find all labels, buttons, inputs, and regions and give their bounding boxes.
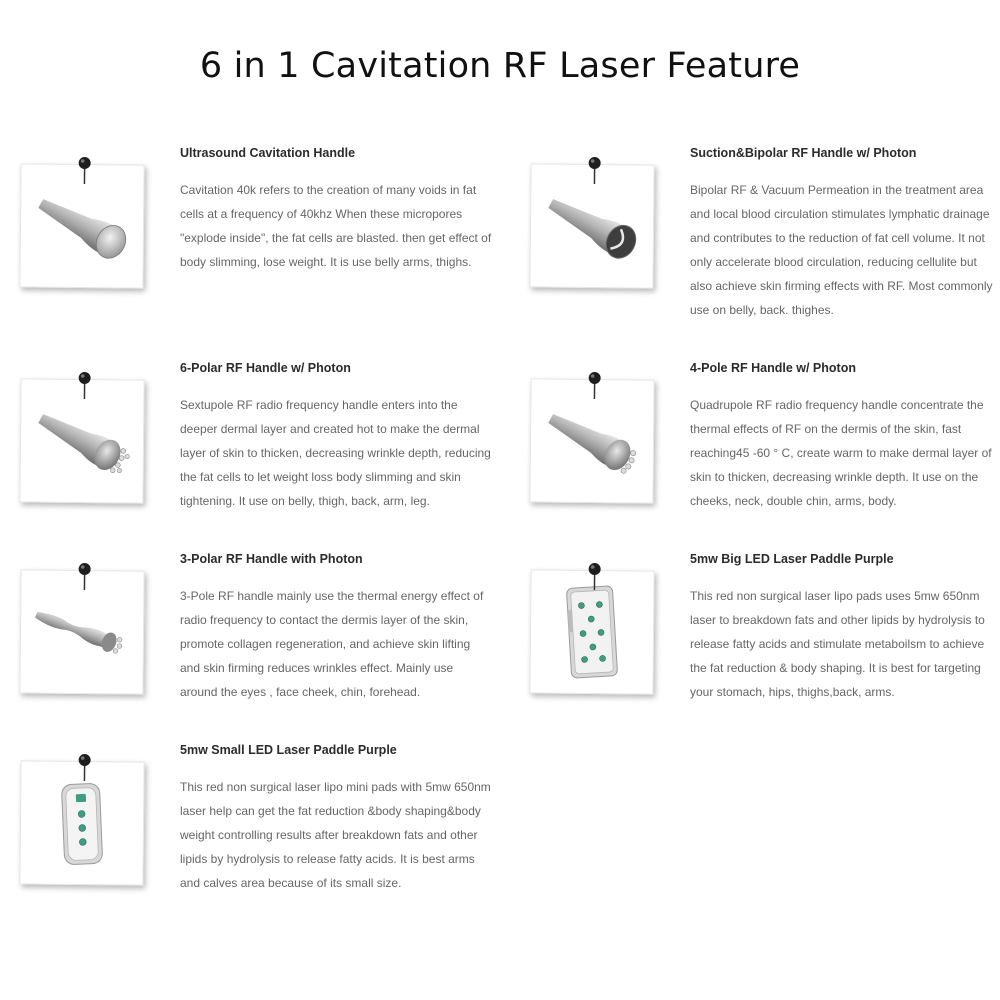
pushpin-icon	[73, 752, 95, 782]
pushpin-icon	[583, 155, 605, 185]
photo-frame	[529, 378, 654, 503]
feature-title: 3-Polar RF Handle with Photon	[180, 552, 363, 566]
feature-title: Suction&Bipolar RF Handle w/ Photon	[690, 146, 917, 160]
feature-title: 6-Polar RF Handle w/ Photon	[180, 361, 351, 375]
pushpin-icon	[73, 561, 95, 591]
small-led-laser-paddle-icon	[28, 769, 135, 876]
photo-frame	[529, 569, 654, 694]
feature-big-led-paddle	[530, 552, 1000, 732]
bipolar-rf-handle-icon	[538, 172, 645, 279]
feature-small-led-paddle	[20, 743, 500, 923]
pushpin-icon	[583, 370, 605, 400]
feature-description: Bipolar RF & Vacuum Permeation in the treatment area and local blood circulation stimulates lymphatic drainage and contributes to the reduction of fat cell volume. It not only accelerate blood circulation, reducing cellulite but also achieve skin firming effects with RF. Most commonly use on belly, back. thighes.	[690, 183, 993, 317]
feature-six-polar-rf	[20, 361, 500, 541]
feature-description: Quadrupole RF radio frequency handle concentrate the thermal effects of RF on the dermis of the skin, fast reaching45 -60 ° C, create warm to make dermal layer of skin to thicken, decreasing wrinkle depth. It use on the cheeks, neck, double chin, arms, body.	[690, 398, 992, 508]
feature-four-pole-rf	[530, 361, 1000, 541]
photo-frame	[19, 760, 144, 885]
feature-title: 5mw Big LED Laser Paddle Purple	[690, 552, 894, 566]
feature-title: Ultrasound Cavitation Handle	[180, 146, 356, 160]
photo-frame	[19, 378, 144, 503]
feature-description: This red non surgical laser lipo pads uses 5mw 650nm laser to breakdown fats and other lipids by hydrolysis to release fatty acids and stimulate metaboilsm to achieve the fat reduction & body shaping. It is best for targeting your stomach, hips, thighs,back, arms.	[690, 589, 985, 699]
feature-bipolar-rf	[530, 146, 1000, 326]
feature-title: 4-Pole RF Handle w/ Photon	[690, 361, 856, 375]
feature-ultrasound-cavitation	[20, 146, 500, 326]
feature-description: This red non surgical laser lipo mini pads with 5mw 650nm laser help can get the fat reduction &body shaping&body weight controlling results after breakdown fats and other lipids by hydrolysis to release fatty acids. It is best arms and calves area because of its small size.	[180, 780, 491, 890]
feature-description: Sextupole RF radio frequency handle enters into the deeper dermal layer and created hot to make the dermal layer of skin to thicken, decreasing wrinkle depth, reducing the fat cells to let weight loss body slimming and skin tightening. It use on belly, thigh, back, arm, leg.	[180, 398, 491, 508]
photo-frame	[19, 163, 144, 288]
big-led-laser-paddle-icon	[538, 578, 645, 685]
photo-frame	[19, 569, 144, 694]
three-polar-rf-handle-icon	[28, 578, 135, 685]
feature-description: Cavitation 40k refers to the creation of many voids in fat cells at a frequency of 40khz When these micropores "explode inside", the fat cells are blasted. then get effect of body slimming, lose weight. It is use belly arms, thighs.	[180, 183, 492, 269]
pushpin-icon	[73, 155, 95, 185]
page-title: 6 in 1 Cavitation RF Laser Feature	[199, 46, 801, 86]
pushpin-icon	[583, 561, 605, 591]
ultrasound-cavitation-handle-icon	[28, 172, 135, 279]
four-pole-rf-handle-icon	[538, 387, 645, 494]
six-polar-rf-handle-icon	[28, 387, 135, 494]
feature-title: 5mw Small LED Laser Paddle Purple	[180, 743, 397, 757]
pushpin-icon	[73, 370, 95, 400]
photo-frame	[529, 163, 654, 288]
feature-description: 3-Pole RF handle mainly use the thermal energy effect of radio frequency to contact the dermis layer of the skin, promote collagen regeneration, and achieve skin lifting and skin firming reduces wrinkles effect. Mainly use around the eyes , face cheek, chin, forehead.	[180, 589, 484, 699]
feature-three-polar-rf	[20, 552, 500, 732]
